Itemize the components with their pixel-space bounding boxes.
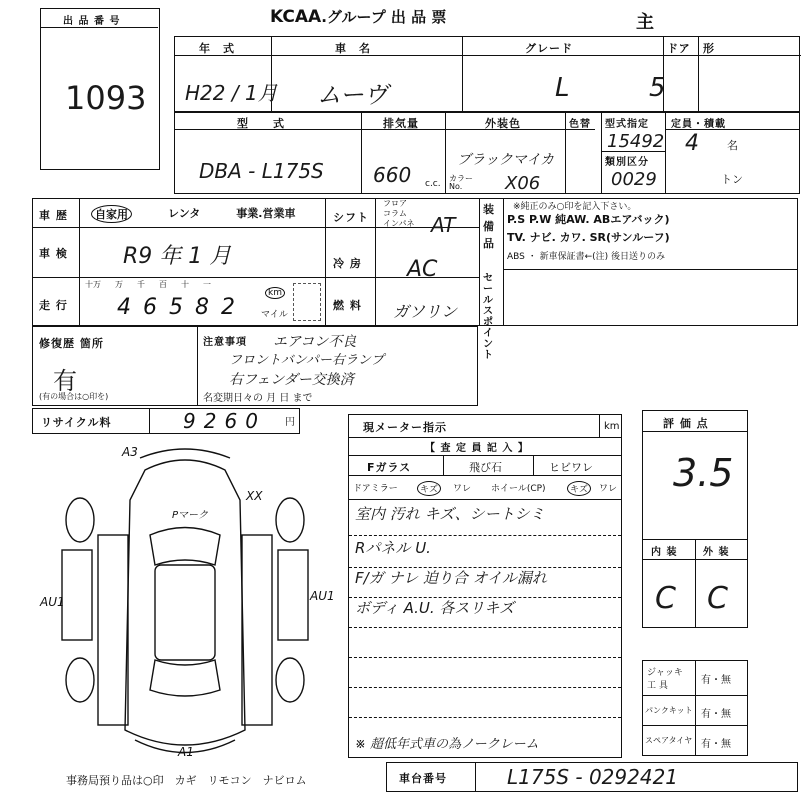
interior-grade: C (655, 581, 676, 616)
recycle-label: リサイクル料 (41, 416, 112, 429)
specs-row (174, 112, 800, 194)
year-value: H22 / 1月 (185, 81, 278, 105)
color-code-label: カラー No. (449, 174, 473, 191)
tool-row-kit-label: パンクキット (645, 706, 693, 715)
wheel-label: ホイール(CP) (491, 484, 546, 494)
fuel-label: 燃 料 (333, 299, 362, 312)
tool-row-kit-value: 有・無 (701, 709, 731, 720)
tools-box (642, 660, 748, 756)
doors-label: ドア (667, 42, 691, 55)
car-damage-diagram (40, 440, 335, 770)
note-line-3: 右フェンダー交換済 (229, 372, 354, 388)
mark-a3: A3 (122, 445, 138, 459)
unit-10: 十 (181, 280, 189, 289)
grade-score: 3.5 (673, 451, 734, 495)
mileage-digit: 4 (117, 295, 131, 320)
recycle-row (32, 408, 300, 434)
mark-p: Pマーク (172, 510, 209, 521)
ton-unit: トン (721, 173, 743, 186)
mileage-unit-row (85, 279, 211, 290)
meter-unit: km (604, 421, 620, 432)
note-line-1: エアコン不良 (273, 334, 357, 350)
usage-commercial: 事業.営業車 (236, 207, 296, 220)
glass-option-crack: ヒビワレ (549, 461, 593, 474)
inspector-line-2: Rパネル U. (355, 539, 431, 557)
exterior-grade: C (707, 581, 728, 616)
chassis-number: L175S - 0292421 (507, 765, 679, 789)
inspector-line-7: ※ 超低年式車の為ノークレーム (355, 737, 539, 752)
recycle-digit: 9 (183, 409, 196, 433)
mark-au1-right: AU1 (310, 589, 335, 603)
unit-100k: 十万 (85, 280, 101, 289)
wheel-option-scratch: キズ (567, 481, 591, 496)
mileage-km: km (265, 287, 285, 299)
type-designation-value: 15492 (607, 131, 665, 152)
type-designation-label: 型式指定 (605, 119, 649, 130)
equipment-line-3: ABS ・ 新車保証書←(注) 後日送りのみ (507, 252, 666, 262)
inspection-label: 車 検 (39, 247, 68, 260)
tool-row-jack-label: ジャッキ 工 具 (647, 668, 683, 691)
mileage-label: 走 行 (39, 299, 68, 312)
color-code-value: X06 (505, 173, 541, 194)
mark-a1: A1 (178, 745, 194, 759)
mirror-label: ドアミラー (353, 484, 398, 494)
color-label: 外装色 (485, 117, 521, 130)
inspection-value: R9 年 1 月 (123, 244, 232, 269)
usage-private: 自家用 (91, 205, 132, 223)
sales-point-label: セールスポイント (483, 273, 494, 361)
unit-10k: 万 (115, 280, 123, 289)
tool-row-spare-value: 有・無 (701, 739, 731, 750)
equipment-note: ※純正のみ○印を記入下さい。 (513, 202, 637, 212)
lot-number-label: 出 品 番 号 (63, 16, 121, 27)
shift-instrument-panel: インパネ (383, 219, 415, 228)
capacity-value: 4 (685, 131, 699, 156)
ac-label: 冷 房 (333, 257, 362, 270)
mileage-digit: 6 (143, 295, 157, 320)
model-value: DBA - L175S (199, 159, 324, 183)
chassis-label: 車台番号 (399, 772, 447, 785)
tool-row-jack-value: 有・無 (701, 675, 731, 686)
capacity-unit: 名 (727, 139, 738, 152)
shift-column: コラム (383, 209, 407, 218)
equipment-line-1: P.S P.W 純AW. ABエアバック) (507, 213, 670, 226)
glass-option-chip: 飛び石 (469, 461, 502, 474)
model-label: 型 式 (237, 117, 285, 130)
name-change-deadline: 名変期日々の 月 日 まで (203, 393, 313, 404)
displacement-label: 排気量 (383, 117, 419, 130)
year-label: 年 式 (199, 42, 235, 55)
mirror-option-crack: ワレ (453, 484, 472, 494)
mileage-box (293, 283, 321, 321)
interior-label: 内 装 (651, 547, 678, 558)
color-value: ブラックマイカ (457, 152, 555, 168)
inspector-title: 【 査 定 員 記 入 】 (425, 443, 529, 454)
equipment-line-2: TV. ナビ. カワ. SR(サンルーフ) (507, 231, 670, 244)
notes-label: 注意事項 (203, 337, 247, 348)
mileage-digit: 8 (195, 295, 209, 320)
recycle-digits (183, 409, 258, 433)
class-label: 類別区分 (605, 157, 649, 168)
mark-au1-left: AU1 (40, 595, 65, 609)
chassis-row (386, 762, 798, 792)
meter-label: 現メーター指示 (363, 421, 447, 434)
name-value: ムーヴ (317, 81, 388, 109)
ac-value: AC (407, 257, 438, 282)
recycle-unit: 円 (285, 417, 295, 428)
color-change-label: 色替 (569, 119, 591, 130)
usage-options (91, 205, 295, 223)
mirror-option-scratch: キズ (417, 481, 441, 496)
body-label: 形 (703, 42, 715, 55)
office-items-note: 事務局預り品は○印 カギ リモコン ナビロム (66, 774, 307, 787)
repair-value: 有 (53, 367, 77, 395)
recycle-digit: 2 (203, 409, 217, 433)
note-line-2: フロントバンパー右ランプ (229, 353, 384, 368)
repair-block (32, 326, 478, 406)
fuel-value: ガソリン (393, 302, 458, 321)
inspector-line-4: ボディ A.U. 各スリキズ (355, 599, 515, 617)
mark-xx: XX (246, 489, 263, 503)
unit-100: 百 (159, 280, 167, 289)
recycle-digit: 6 (224, 409, 238, 433)
form-title (270, 6, 446, 27)
shift-label: シフト (333, 211, 369, 224)
wheel-option-crack: ワレ (599, 484, 618, 494)
shift-floor: フロア (383, 199, 407, 208)
repair-label: 修復歴 箇所 (39, 337, 104, 350)
displacement-value: 660 (373, 163, 412, 187)
inspector-line-1: 室内 汚れ キズ、シートシミ (355, 505, 545, 523)
shift-value: AT (431, 213, 456, 237)
tool-row-spare-label: スペアタイヤ (645, 736, 693, 745)
mileage-digit: 2 (221, 295, 235, 320)
cc-unit: c.c. (425, 179, 441, 189)
usage-label: 車 歴 (39, 209, 68, 222)
unit-1: 一 (203, 280, 211, 289)
mileage-mile: マイル (261, 310, 288, 320)
lot-number: 1093 (65, 79, 147, 117)
glass-label: Fガラス (367, 461, 412, 474)
equipment-label: 装 備 品 (483, 203, 495, 250)
class-value: 0029 (611, 169, 657, 190)
grade-box (642, 410, 748, 628)
mileage-digits (117, 295, 235, 320)
recycle-digit: 0 (245, 409, 258, 433)
mileage-digit: 5 (169, 295, 183, 320)
name-label: 車 名 (335, 42, 371, 55)
shift-options (383, 199, 414, 229)
title-rest: .グループ 出 品 票 (321, 8, 447, 26)
exterior-label: 外 装 (703, 547, 730, 558)
title-brand: KCAA (270, 7, 322, 27)
inspector-block (348, 414, 622, 758)
inspector-line-3: F/ガ ナレ 迫り合 オイル漏れ (355, 569, 547, 587)
repair-note: (有の場合は○印を) (39, 392, 109, 401)
unit-1k: 千 (137, 280, 145, 289)
doors-value: 5 (649, 73, 666, 103)
grade-label: 評 価 点 (663, 417, 709, 430)
grade-value: L (555, 73, 570, 103)
header-corner-mark: 主 (636, 12, 654, 33)
usage-rental: レンタ (168, 207, 201, 220)
vehicle-row (174, 36, 800, 112)
grade-label: グレード (525, 42, 573, 55)
lot-number-box (40, 8, 160, 170)
capacity-label: 定員・積載 (671, 119, 726, 130)
